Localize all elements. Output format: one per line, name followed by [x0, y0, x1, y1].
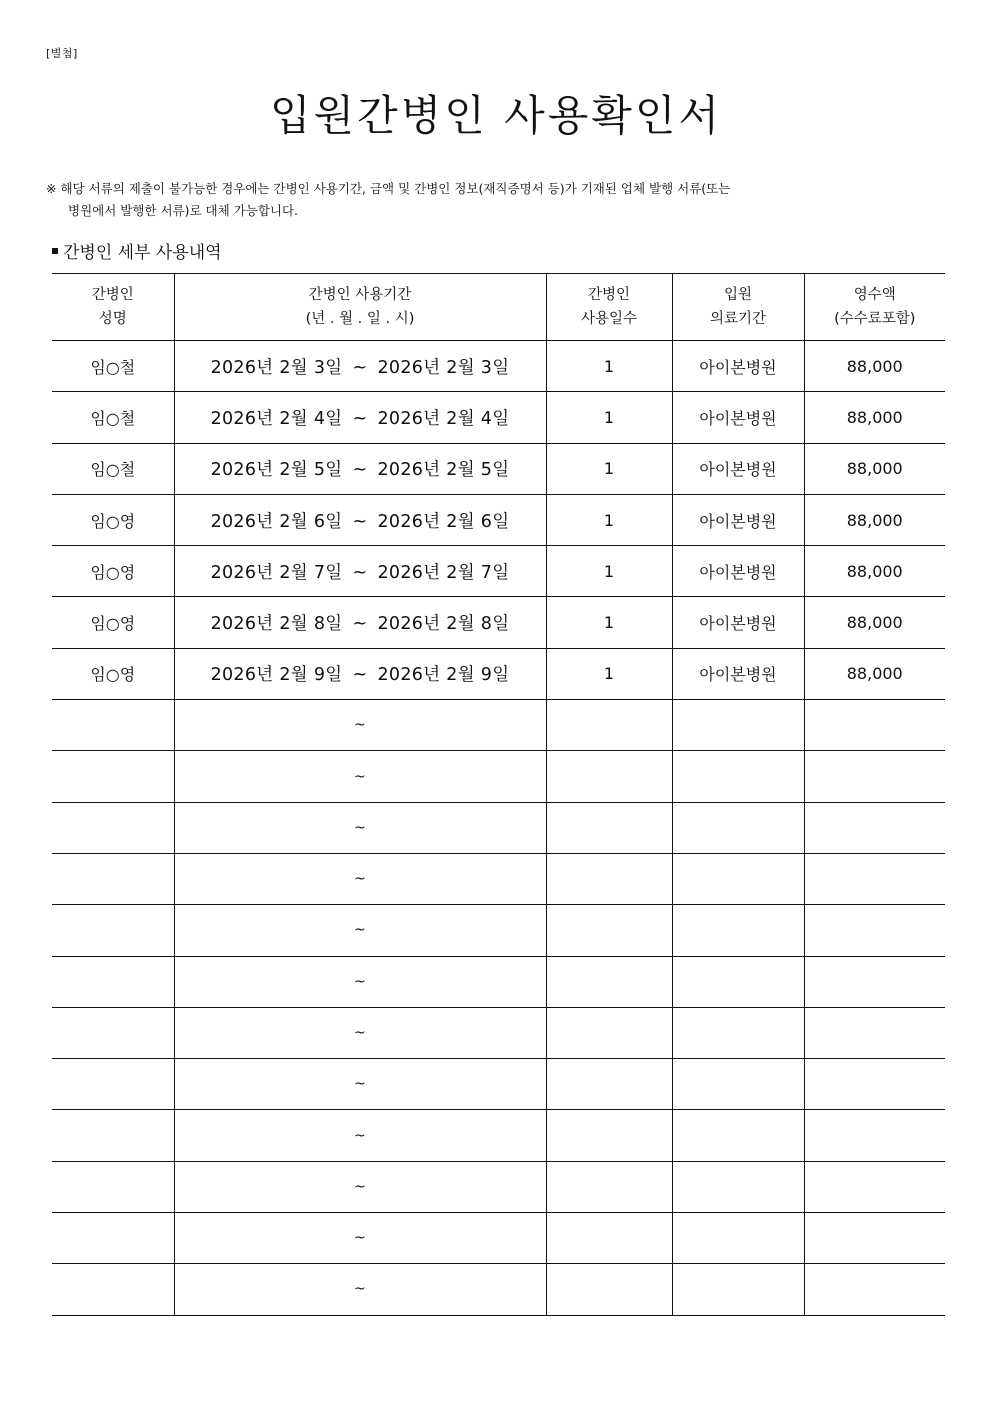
cell-usage-days: 1 — [546, 546, 672, 597]
cell-amount — [804, 802, 945, 853]
cell-usage-days — [546, 853, 672, 904]
cell-caregiver-name — [52, 802, 174, 853]
cell-usage-days: 1 — [546, 597, 672, 648]
cell-usage-days: 1 — [546, 341, 672, 392]
cell-usage-days: 1 — [546, 648, 672, 699]
period-start: 2026년 2월 8일 — [210, 614, 343, 635]
cell-amount — [804, 1213, 945, 1264]
cell-hospital: 아이본병원 — [672, 546, 804, 597]
cell-usage-days: 1 — [546, 494, 672, 545]
header-subtext: (년 . 월 . 일 . 시) — [305, 311, 415, 327]
cell-usage-period — [174, 853, 546, 904]
table-row — [52, 1264, 945, 1315]
table-row — [52, 1110, 945, 1161]
period-tilde: ~ — [353, 922, 367, 939]
cell-caregiver-name: 임○영 — [52, 597, 174, 648]
cell-usage-period — [174, 494, 546, 545]
cell-caregiver-name — [52, 956, 174, 1007]
cell-usage-period — [174, 1264, 546, 1315]
cell-usage-period — [174, 1213, 546, 1264]
cell-hospital — [672, 1110, 804, 1161]
period-tilde: ~ — [353, 1230, 367, 1247]
cell-hospital: 아이본병원 — [672, 443, 804, 494]
period-tilde: ~ — [352, 460, 368, 481]
cell-hospital — [672, 1264, 804, 1315]
notice-line-1: ※ 해당 서류의 제출이 불가능한 경우에는 간병인 사용기간, 금액 및 간병인 정보(재직증명서 등)가 기재된 업체 발행 서류(또는 — [46, 181, 731, 196]
cell-hospital: 아이본병원 — [672, 494, 804, 545]
period-start: 2026년 2월 6일 — [210, 511, 343, 532]
table-row — [52, 956, 945, 1007]
period-tilde: ~ — [353, 1076, 367, 1093]
cell-usage-days: 1 — [546, 392, 672, 443]
cell-usage-days — [546, 1213, 672, 1264]
cell-usage-period — [174, 597, 546, 648]
period-tilde: ~ — [353, 768, 367, 785]
cell-usage-days — [546, 1264, 672, 1315]
header-text: 간병인 — [587, 287, 631, 303]
cell-usage-period — [174, 1161, 546, 1212]
header-subtext: 의료기간 — [709, 311, 767, 327]
period-start: 2026년 2월 7일 — [210, 562, 343, 583]
period-tilde: ~ — [352, 562, 368, 583]
period-tilde: ~ — [353, 973, 367, 990]
cell-caregiver-name — [52, 751, 174, 802]
header-subtext: 사용일수 — [580, 311, 638, 327]
period-tilde: ~ — [352, 408, 368, 429]
period-tilde: ~ — [353, 819, 367, 836]
header-usage-days — [546, 274, 672, 341]
cell-hospital — [672, 853, 804, 904]
period-end: 2026년 2월 6일 — [377, 511, 510, 532]
period-tilde: ~ — [352, 357, 368, 378]
cell-amount: 88,000 — [804, 648, 945, 699]
cell-caregiver-name: 임○철 — [52, 392, 174, 443]
period-tilde: ~ — [353, 1127, 367, 1144]
table-row — [52, 494, 945, 545]
section-heading-text: 간병인 세부 사용내역 — [63, 243, 222, 263]
cell-hospital — [672, 751, 804, 802]
cell-hospital — [672, 1007, 804, 1058]
period-end: 2026년 2월 7일 — [377, 562, 510, 583]
cell-usage-period — [174, 700, 546, 751]
cell-usage-period — [174, 392, 546, 443]
cell-usage-period — [174, 1110, 546, 1161]
square-bullet-icon — [52, 248, 58, 254]
cell-caregiver-name: 임○영 — [52, 648, 174, 699]
table-row — [52, 700, 945, 751]
header-text: 간병인 사용기간 — [308, 287, 412, 303]
attachment-label: [별첨] — [46, 47, 78, 60]
cell-usage-period — [174, 341, 546, 392]
cell-usage-days — [546, 1161, 672, 1212]
cell-usage-days — [546, 1007, 672, 1058]
period-start: 2026년 2월 3일 — [210, 357, 343, 378]
cell-amount — [804, 905, 945, 956]
cell-usage-period — [174, 905, 546, 956]
cell-amount — [804, 700, 945, 751]
cell-hospital — [672, 802, 804, 853]
section-heading — [52, 238, 222, 263]
cell-hospital — [672, 956, 804, 1007]
header-text: 영수액 — [853, 287, 896, 303]
header-usage-period — [174, 274, 546, 341]
cell-amount: 88,000 — [804, 494, 945, 545]
table-row — [52, 751, 945, 802]
cell-amount — [804, 956, 945, 1007]
period-tilde: ~ — [352, 511, 368, 532]
cell-amount — [804, 853, 945, 904]
cell-hospital: 아이본병원 — [672, 648, 804, 699]
cell-usage-days: 1 — [546, 443, 672, 494]
cell-caregiver-name — [52, 1264, 174, 1315]
cell-caregiver-name — [52, 1213, 174, 1264]
period-end: 2026년 2월 8일 — [377, 614, 510, 635]
cell-usage-period — [174, 1007, 546, 1058]
period-tilde: ~ — [352, 614, 368, 635]
cell-amount — [804, 1059, 945, 1110]
table-row — [52, 546, 945, 597]
cell-hospital — [672, 905, 804, 956]
cell-hospital — [672, 1213, 804, 1264]
cell-caregiver-name — [52, 1007, 174, 1058]
cell-caregiver-name: 임○철 — [52, 341, 174, 392]
period-end: 2026년 2월 3일 — [377, 357, 510, 378]
period-start: 2026년 2월 4일 — [210, 408, 343, 429]
table-row — [52, 341, 945, 392]
cell-caregiver-name — [52, 1161, 174, 1212]
cell-amount — [804, 1264, 945, 1315]
table-row — [52, 1161, 945, 1212]
cell-caregiver-name — [52, 853, 174, 904]
period-start: 2026년 2월 9일 — [210, 665, 343, 686]
notice-line-2: 병원에서 발행한 서류)로 대체 가능합니다. — [68, 203, 299, 218]
table-row — [52, 443, 945, 494]
cell-amount: 88,000 — [804, 341, 945, 392]
caregiver-usage-table — [52, 273, 945, 1316]
period-end: 2026년 2월 4일 — [377, 408, 510, 429]
cell-amount: 88,000 — [804, 546, 945, 597]
cell-usage-days — [546, 1110, 672, 1161]
cell-amount — [804, 1007, 945, 1058]
header-subtext: (수수료포함) — [834, 311, 916, 327]
period-end: 2026년 2월 9일 — [377, 665, 510, 686]
cell-hospital — [672, 1059, 804, 1110]
period-tilde: ~ — [352, 665, 368, 686]
cell-amount: 88,000 — [804, 597, 945, 648]
cell-usage-period — [174, 648, 546, 699]
table-row — [52, 1059, 945, 1110]
header-amount — [804, 274, 945, 341]
header-caregiver-name — [52, 274, 174, 341]
cell-hospital — [672, 700, 804, 751]
header-text: 간병인 — [91, 287, 134, 303]
cell-usage-days — [546, 802, 672, 853]
table-row — [52, 802, 945, 853]
header-text: 입원 — [723, 287, 752, 303]
cell-hospital: 아이본병원 — [672, 392, 804, 443]
cell-caregiver-name — [52, 905, 174, 956]
table-header-row — [52, 274, 945, 341]
cell-usage-period — [174, 751, 546, 802]
cell-caregiver-name — [52, 1110, 174, 1161]
notice-text — [46, 178, 946, 222]
period-end: 2026년 2월 5일 — [377, 460, 510, 481]
cell-usage-days — [546, 751, 672, 802]
cell-caregiver-name: 임○철 — [52, 443, 174, 494]
cell-hospital: 아이본병원 — [672, 341, 804, 392]
period-tilde: ~ — [353, 1025, 367, 1041]
header-subtext: 성명 — [98, 311, 127, 327]
period-tilde: ~ — [353, 1178, 367, 1195]
cell-caregiver-name — [52, 700, 174, 751]
cell-usage-period — [174, 1059, 546, 1110]
period-start: 2026년 2월 5일 — [210, 460, 343, 481]
period-tilde: ~ — [353, 1281, 367, 1298]
cell-hospital — [672, 1161, 804, 1212]
cell-amount: 88,000 — [804, 392, 945, 443]
cell-caregiver-name — [52, 1059, 174, 1110]
cell-caregiver-name: 임○영 — [52, 494, 174, 545]
cell-usage-period — [174, 443, 546, 494]
table-row — [52, 597, 945, 648]
cell-amount — [804, 1110, 945, 1161]
period-tilde: ~ — [353, 871, 367, 888]
cell-usage-days — [546, 956, 672, 1007]
cell-usage-period — [174, 956, 546, 1007]
cell-amount — [804, 1161, 945, 1212]
table-row — [52, 905, 945, 956]
cell-amount — [804, 751, 945, 802]
cell-usage-period — [174, 546, 546, 597]
cell-amount: 88,000 — [804, 443, 945, 494]
table-row — [52, 392, 945, 443]
cell-caregiver-name: 임○영 — [52, 546, 174, 597]
table-row — [52, 1213, 945, 1264]
cell-usage-days — [546, 700, 672, 751]
table-row — [52, 853, 945, 904]
cell-usage-days — [546, 1059, 672, 1110]
table-row — [52, 648, 945, 699]
cell-usage-days — [546, 905, 672, 956]
header-hospital — [672, 274, 804, 341]
page-title: 입원간병인 사용확인서 — [269, 91, 723, 140]
cell-hospital: 아이본병원 — [672, 597, 804, 648]
cell-usage-period — [174, 802, 546, 853]
period-tilde: ~ — [353, 717, 367, 734]
table-row — [52, 1007, 945, 1058]
